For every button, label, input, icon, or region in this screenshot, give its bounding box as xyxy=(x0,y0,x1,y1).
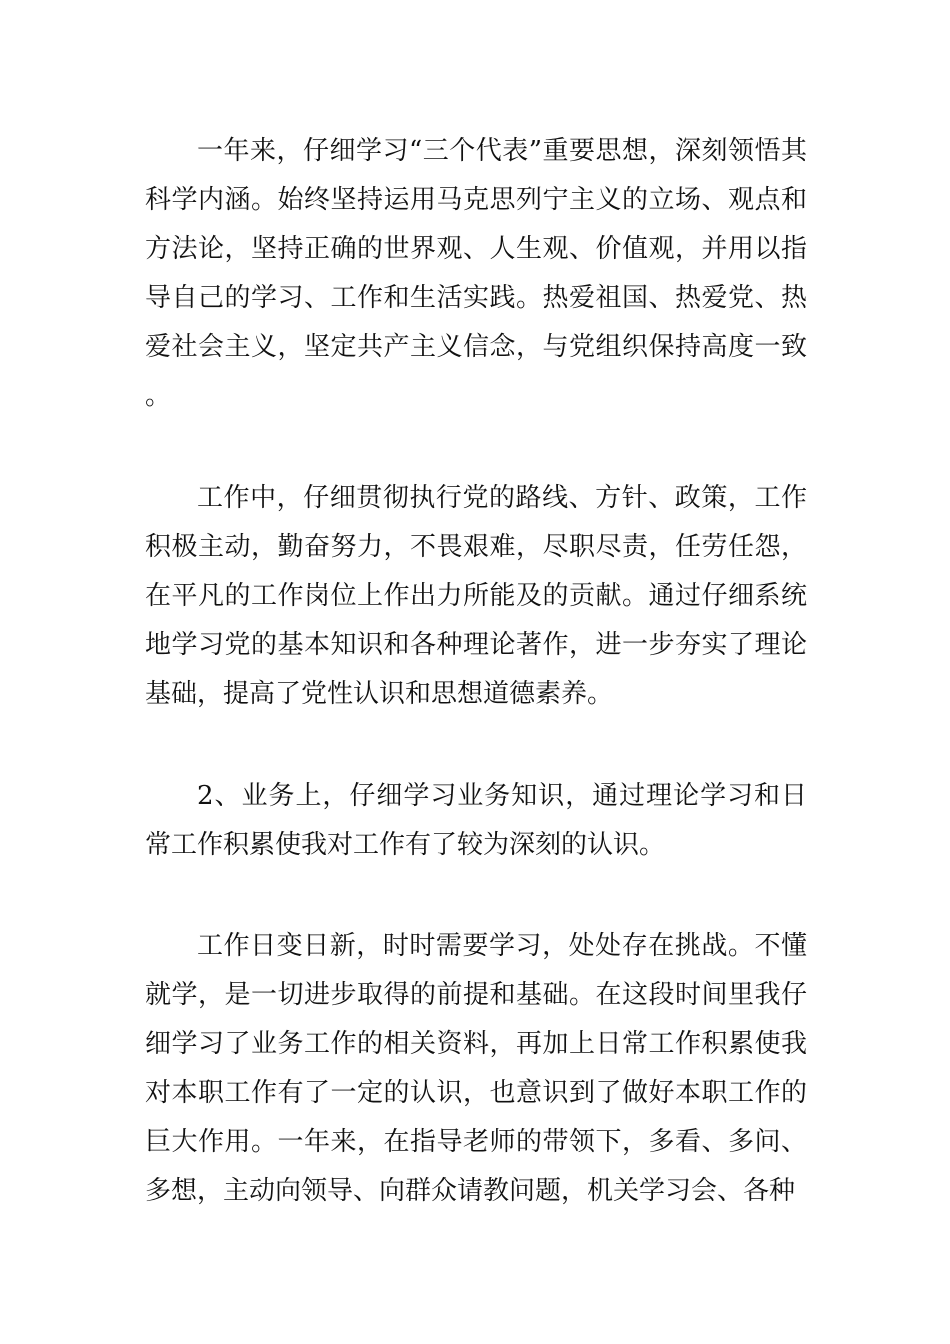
paragraph-business-knowledge: 2、业务上，仔细学习业务知识，通过理论学习和日常工作积累使我对工作有了较为深刻的认识。 xyxy=(145,781,807,860)
paragraph-work-attitude: 工作中，仔细贯彻执行党的路线、方针、政策，工作积极主动，勤奋努力，不畏艰难，尽职尽责，任劳任怨，在平凡的工作岗位上作出力所能及的贡献。通过仔细系统地学习党的基本知识和各种理论著作，进一步夯实了理论基础，提高了党性认识和思想道德素养。 xyxy=(145,483,807,709)
paragraph-political-study: 一年来，仔细学习“三个代表”重要思想，深刻领悟其科学内涵。始终坚持运用马克思列宁主义的立场、观点和方法论，坚持正确的世界观、人生观、价值观，并用以指导自己的学习、工作和生活实践。热爱祖国、热爱党、热爱社会主义，坚定共产主义信念，与党组织保持高度一致。 xyxy=(145,136,807,411)
paragraph-continuous-learning: 工作日变日新，时时需要学习，处处存在挑战。不懂就学，是一切进步取得的前提和基础。在这段时间里我仔细学习了业务工作的相关资料，再加上日常工作积累使我对本职工作有了一定的认识，也意识到了做好本职工作的巨大作用。一年来，在指导老师的带领下，多看、多问、多想，主动向领导、向群众请教问题，机关学习会、各种 xyxy=(145,931,807,1206)
